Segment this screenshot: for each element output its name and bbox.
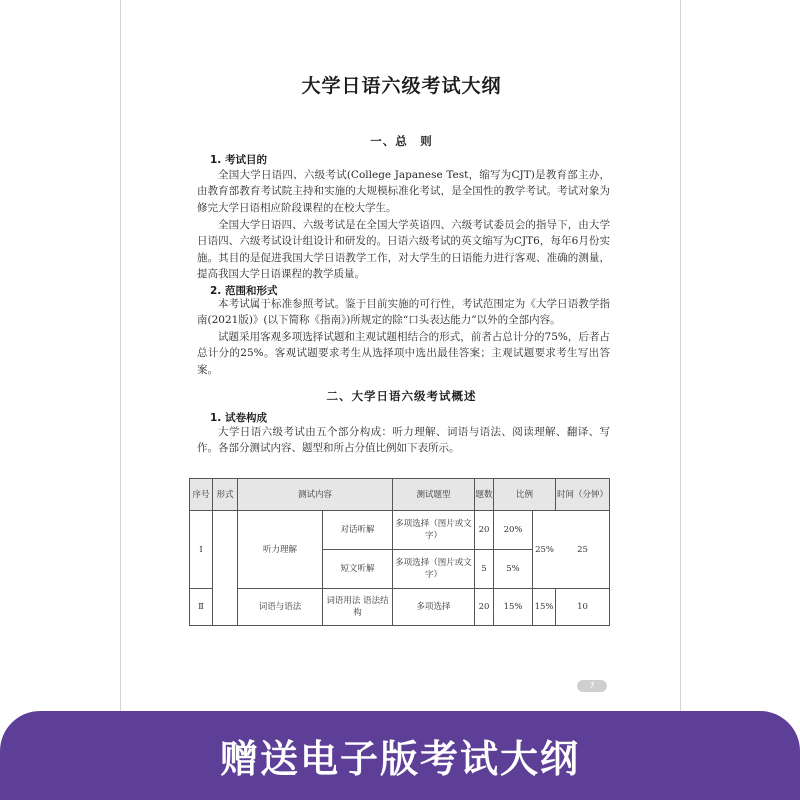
- cell-content: 词语与语法: [238, 589, 323, 626]
- section-heading-general: 一、总 则: [370, 134, 433, 148]
- header-no: 序号: [190, 479, 213, 511]
- header-count: 题数: [475, 479, 494, 511]
- cell-count: 20: [475, 511, 494, 550]
- cell-content: 听力理解: [238, 511, 323, 589]
- paragraph-paper-structure: 大学日语六级考试由五个部分构成：听力理解、词语与语法、阅读理解、翻译、写作。各部分测试内容、题型和所占分值比例如下表所示。: [197, 426, 610, 455]
- cell-ratio-total: 25%: [535, 544, 554, 555]
- header-ratio: 比例: [494, 479, 556, 511]
- cell-time: 25: [577, 544, 588, 555]
- exam-structure-table: [189, 478, 610, 626]
- section-heading-overview: 二、大学日语六级考试概述: [326, 389, 477, 403]
- paragraph-exam-purpose-2: 全国大学日语四、六级考试是在全国大学英语四、六级考试委员会的指导下，由大学日语四、六级考试设计组设计和研发的。日语六级考试的英文缩写为CJT6，每年6月份实施。其目的是促进我国大学日语教学工作，对大学生的日语能力进行客观、准确的测量，提高我国大学日语课程的教学质量。: [197, 219, 610, 280]
- cell-subcontent: 短文听解: [323, 550, 393, 589]
- cell-type: 多项选择（图片或文字）: [393, 550, 475, 589]
- cell-time: 10: [556, 589, 610, 626]
- header-content: 测试内容: [238, 479, 393, 511]
- cell-ratio-total-time: [533, 511, 610, 589]
- page-number: 7: [577, 680, 607, 692]
- cell-subcontent: 对话听解: [323, 511, 393, 550]
- table-row: [190, 511, 610, 550]
- cell-count: 5: [475, 550, 494, 589]
- document-page: [120, 0, 681, 718]
- cell-ratio-total: 15%: [533, 589, 556, 626]
- paragraph-exam-purpose-1: 全国大学日语四、六级考试(College Japanese Test，缩写为CJT)是教育部主办，由教育部教育考试院主持和实施的大规模标准化考试，是全国性的教学考试。考试对象为修完大学日语相应阶段课程的在校大学生。: [197, 169, 610, 214]
- cell-part-no: Ⅰ: [190, 511, 213, 589]
- header-type: 测试题型: [393, 479, 475, 511]
- paragraph-scope-1: 本考试属于标准参照考试。鉴于目前实施的可行性，考试范围定为《大学日语教学指南(2021版)》(以下简称《指南》)所规定的除“口头表达能力”以外的全部内容。: [197, 298, 610, 327]
- table-row: [190, 589, 610, 626]
- cell-count: 20: [475, 589, 494, 626]
- document-title: 大学日语六级考试大纲: [301, 75, 502, 97]
- table-header-row: [190, 479, 610, 511]
- cell-part-no: Ⅱ: [190, 589, 213, 626]
- promo-banner-text: 赠送电子版考试大纲: [219, 737, 580, 781]
- header-time: 时间（分钟）: [556, 479, 610, 511]
- cell-ratio: 20%: [494, 511, 533, 550]
- cell-ratio: 15%: [494, 589, 533, 626]
- cell-type: 多项选择: [393, 589, 475, 626]
- header-form: 形式: [213, 479, 238, 511]
- cell-subcontent: 词语用法 语法结构: [323, 589, 393, 626]
- cell-ratio: 5%: [494, 550, 533, 589]
- promo-banner: [0, 711, 800, 800]
- cell-type: 多项选择（图片或文字）: [393, 511, 475, 550]
- subheading-exam-purpose: 1. 考试目的: [210, 154, 267, 166]
- subheading-paper-structure: 1. 试卷构成: [210, 412, 267, 424]
- paragraph-scope-2: 试题采用客观多项选择试题和主观试题相结合的形式，前者占总计分的75%，后者占总计分的25%。客观试题要求考生从选择项中选出最佳答案；主观试题要求考生写出答案。: [197, 331, 610, 376]
- cell-form: [213, 511, 238, 626]
- subheading-scope-form: 2. 范围和形式: [210, 285, 278, 297]
